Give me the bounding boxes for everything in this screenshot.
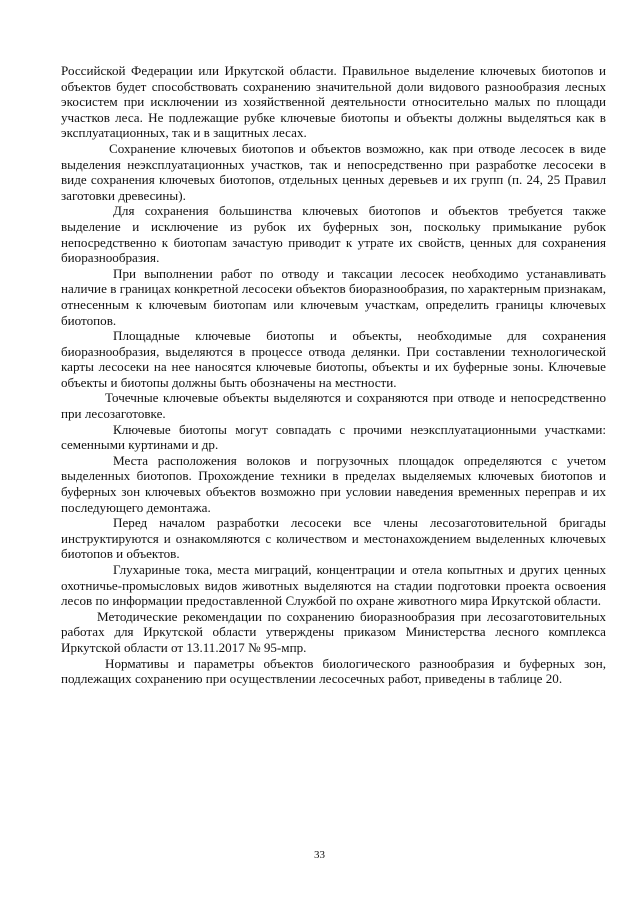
paragraph-preservation-methods: Сохранение ключевых биотопов и объектов возможно, как при отводе лесосек в виде выделения неэксплуатационных участков, так и непосредственно при разработке лесосеки в виде сохранения ключевых биотопов, отдельных ценных деревьев и их групп (п. 24, 25 Правил заготовки древесины).: [61, 140, 606, 203]
paragraph-table-reference: Нормативы и параметры объектов биологического разнообразия и буферных зон, подлежащих сохранению при осуществлении лесосечных работ, приведены в таблице 20.: [61, 655, 606, 687]
paragraph-crew-briefing: Перед началом разработки лесосеки все члены лесозаготовительной бригады инструктируются и ознакомляются с количеством и местонахождением выделенных ключевых биотопов и объектов.: [61, 515, 606, 562]
paragraph-coinciding-biotopes: Ключевые биотопы могут совпадать с прочими неэксплуатационными участками: семенными куртинами и др.: [61, 421, 606, 453]
paragraph-methodical-recommendations: Методические рекомендации по сохранению биоразнообразия при лесозаготовительных работах для Иркутской области утверждены приказом Министерства лесного комплекса Иркутской области от 13.11.2017 № 95-мпр.: [61, 608, 606, 655]
paragraph-allotment-works: При выполнении работ по отводу и таксации лесосек необходимо устанавливать наличие в границах конкретной лесосеки объектов биоразнообразия, по характерным признакам, отнесенным к ключевым биотопам или ключевым участкам, определить границы ключевых биотопов.: [61, 265, 606, 328]
page-number: 33: [314, 849, 325, 861]
paragraph-areal-biotopes: Площадные ключевые биотопы и объекты, необходимые для сохранения биоразнообразия, выделяются в процессе отвода делянки. При составлении технологической карты лесосеки на нее наносятся ключевые биотопы, объекты и их буферные зоны. Ключевые объекты и биотопы должны быть обозначены на местности.: [61, 328, 606, 390]
paragraph-skid-trails: Места расположения волоков и погрузочных площадок определяются с учетом выделенных биотопов. Прохождение техники в пределах выделяемых ключевых биотопов и буферных зон ключевых объектов возможно при условии наведения временных переправ и их последующего демонтажа.: [61, 452, 606, 515]
paragraph-grouse-leks: Глухариные тока, места миграций, концентрации и отела копытных и других ценных охотничье-промысловых видов животных выделяются на стадии подготовки проекта освоения лесов по информации предоставленной Службой по охране животного мира Иркутской области.: [61, 562, 606, 609]
paragraph-point-objects: Точечные ключевые объекты выделяются и сохраняются при отводе и непосредственно при лесозаготовке.: [61, 390, 606, 422]
paragraph-buffer-zones: Для сохранения большинства ключевых биотопов и объектов требуется также выделение и исключение из рубок их буферных зон, поскольку примыкание рубок непосредственно к биотопам зачастую приводит к утрате их свойств, ценных для сохранения биоразнообразия.: [61, 203, 606, 266]
document-body: [61, 63, 606, 687]
paragraph-intro-continuation: Российской Федерации или Иркутской области. Правильное выделение ключевых биотопов и объектов будет способствовать сохранению значительной доли видового разнообразия лесных экосистем при исключении из хозяйственной деятельности относительно малых по площади участков леса. Не подлежащие рубке ключевые биотопы и объекты должны выделяться как в эксплуатационных, так и в защитных лесах.: [61, 63, 606, 141]
